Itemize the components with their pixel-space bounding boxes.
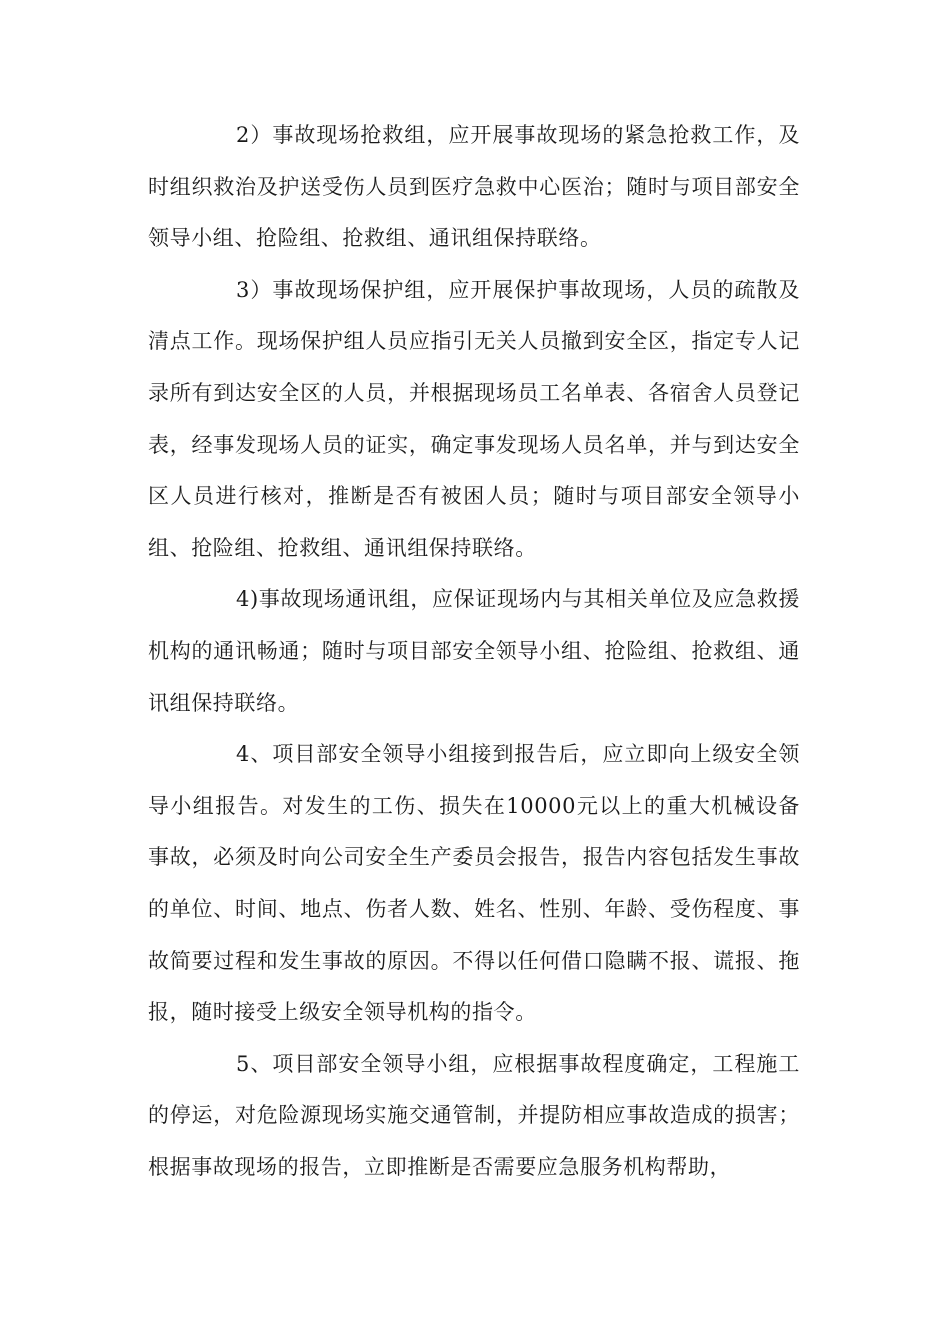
paragraph-leadership-decision: 5、项目部安全领导小组，应根据事故程度确定，工程施工的停运，对危险源现场实施交通管制，并提防相应事故造成的损害；根据事故现场的报告，立即推断是否需要应急服务机构帮助，: [148, 1051, 800, 1179]
paragraph-rescue-team: 2）事故现场抢救组，应开展事故现场的紧急抢救工作，及时组织救治及护送受伤人员到医疗急救中心医治；随时与项目部安全领导小组、抢险组、抢救组、通讯组保持联络。: [148, 123, 800, 251]
paragraph-communication-team: 4)事故现场通讯组，应保证现场内与其相关单位及应急救援机构的通讯畅通；随时与项目部安全领导小组、抢险组、抢救组、通讯组保持联络。: [148, 587, 800, 715]
paragraph-reporting: 4、项目部安全领导小组接到报告后，应立即向上级安全领导小组报告。对发生的工伤、损失在10000元以上的重大机械设备事故，必须及时向公司安全生产委员会报告，报告内容包括发生事故的单位、时间、地点、伤者人数、姓名、性别、年龄、受伤程度、事故简要过程和发生事故的原因。不得以任何借口隐瞒不报、谎报、拖报，随时接受上级安全领导机构的指令。: [148, 742, 800, 1025]
document-body: [148, 110, 800, 1193]
paragraph-protection-team: 3）事故现场保护组，应开展保护事故现场，人员的疏散及清点工作。现场保护组人员应指引无关人员撤到安全区，指定专人记录所有到达安全区的人员，并根据现场员工名单表、各宿舍人员登记表，经事发现场人员的证实，确定事发现场人员名单，并与到达安全区人员进行核对，推断是否有被困人员；随时与项目部安全领导小组、抢险组、抢救组、通讯组保持联络。: [148, 277, 800, 560]
